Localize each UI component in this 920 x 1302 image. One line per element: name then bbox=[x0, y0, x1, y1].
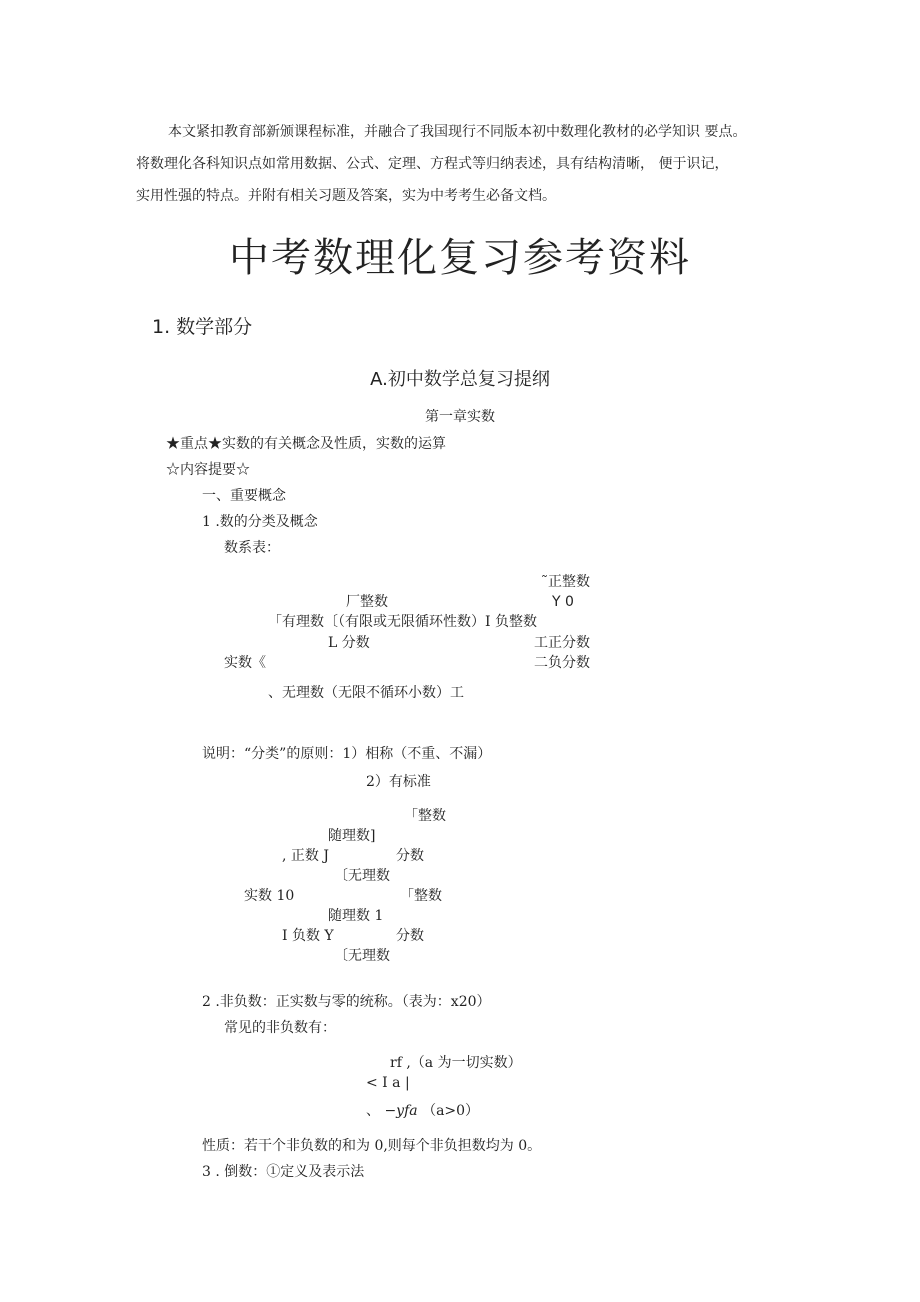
nonnegative-square: rf ,（a 为一切实数） bbox=[390, 1055, 522, 1071]
summary-heading: ☆内容提要☆ bbox=[166, 462, 250, 478]
tree-negative-fraction: 二负分数 bbox=[534, 655, 590, 671]
tree2-fraction-b: 分数 bbox=[396, 928, 424, 944]
tree2-fraction-a: 分数 bbox=[396, 848, 424, 864]
number-table-label: 数系表： bbox=[224, 540, 280, 556]
item-1-classification: 1 .数的分类及概念 bbox=[202, 514, 318, 530]
tree-fraction: L 分数 bbox=[328, 635, 370, 651]
part-heading-concepts: 一、重要概念 bbox=[202, 488, 286, 504]
tree2-integer-a: 「整数 bbox=[404, 808, 446, 824]
tree-positive-integer: ˜正整数 bbox=[541, 574, 590, 590]
chapter-heading: 第一章实数 bbox=[425, 409, 495, 425]
tree2-rational-a: 随理数] bbox=[328, 828, 376, 844]
tree2-real: 实数 10 bbox=[244, 888, 295, 904]
key-points: ★重点★实数的有关概念及性质，实数的运算 bbox=[166, 436, 446, 452]
tree-zero: Y 0 bbox=[552, 594, 574, 610]
nonnegative-sqrt-formula: −yfa bbox=[384, 1103, 418, 1119]
nonnegative-sqrt-suffix: （a>0） bbox=[422, 1103, 480, 1119]
tree2-rational-b: 随理数 1 bbox=[328, 908, 384, 924]
classification-note-2: 2）有标准 bbox=[366, 774, 431, 790]
tree-rational: 「有理数〔（有限或无限循环性数）I 负整数 bbox=[268, 614, 537, 630]
tree-real: 实数《 bbox=[224, 655, 266, 671]
nonnegative-property: 性质：若干个非负数的和为 0,则每个非负担数均为 0。 bbox=[202, 1138, 542, 1154]
tree-integer: 厂整数 bbox=[346, 594, 388, 610]
tree2-integer-b: 「整数 bbox=[400, 888, 442, 904]
nonnegative-sqrt bbox=[366, 1103, 479, 1120]
section-heading-math: 1. 数学部分 bbox=[152, 316, 253, 338]
tree-irrational: 、无理数（无限不循环小数）工 bbox=[268, 685, 464, 701]
tree-positive-fraction: 工正分数 bbox=[534, 635, 590, 651]
tree2-negative: I 负数 Y bbox=[282, 928, 334, 944]
intro-line-3: 实用性强的特点。并附有相关习题及答案，实为中考考生必备文档。 bbox=[136, 188, 556, 204]
nonnegative-sqrt-prefix: 、 bbox=[366, 1103, 380, 1119]
item-3-reciprocal: 3 . 倒数：①定义及表示法 bbox=[202, 1164, 365, 1180]
intro-line-2: 将数理化各科知识点如常用数据、公式、定理、方程式等归纳表述，具有结构清晰， 便于识记， bbox=[136, 156, 729, 172]
tree2-irrational-b: 〔无理数 bbox=[334, 948, 390, 964]
intro-line-1: 本文紧扣教育部新颁课程标准，并融合了我国现行不同版本初中数理化教材的必学知识 要点。 bbox=[168, 124, 747, 140]
subsection-heading-outline: A.初中数学总复习提纲 bbox=[370, 369, 550, 390]
common-nonnegative-label: 常见的非负数有： bbox=[224, 1020, 336, 1036]
nonnegative-absolute: < I a | bbox=[366, 1075, 410, 1091]
document-title: 中考数理化复习参考资料 bbox=[229, 235, 691, 281]
classification-note: 说明：“分类”的原则：1）相称（不重、不漏） bbox=[202, 746, 492, 762]
intro-paragraph bbox=[136, 116, 806, 212]
tree2-positive: , 正数 J bbox=[282, 848, 329, 864]
item-2-nonnegative: 2 .非负数：正实数与零的统称。（表为：x20） bbox=[202, 994, 491, 1010]
tree2-irrational-a: 〔无理数 bbox=[334, 868, 390, 884]
